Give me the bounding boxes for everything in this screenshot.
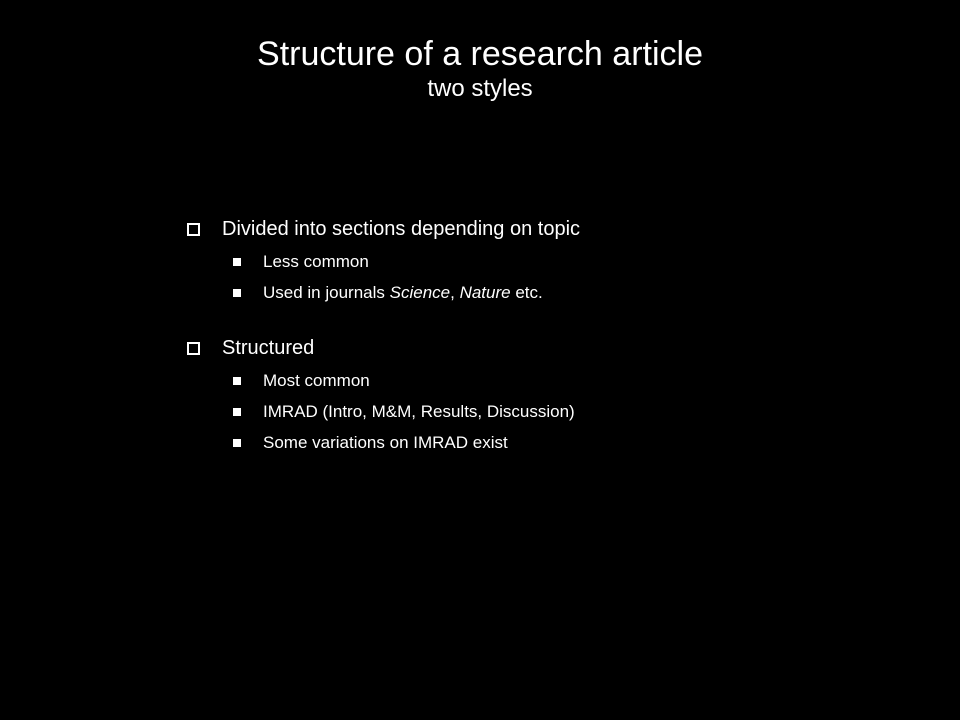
- sub-bullet-text: Some variations on IMRAD exist: [263, 432, 508, 452]
- bullet-item: [187, 331, 887, 365]
- journal-text-suffix: etc.: [510, 282, 543, 302]
- sub-bullet-item: [233, 365, 887, 396]
- title-block: [0, 34, 960, 104]
- journal-text-prefix: Used in journals: [263, 282, 390, 302]
- sub-bullet-text: [263, 283, 543, 303]
- sub-bullet-item: [233, 396, 887, 427]
- sub-bullet-text: Less common: [263, 251, 369, 271]
- filled-square-bullet-icon: [233, 377, 241, 385]
- filled-square-bullet-icon: [233, 408, 241, 416]
- filled-square-bullet-icon: [233, 289, 241, 297]
- bullet-heading: Structured: [222, 336, 315, 359]
- bullet-heading: Divided into sections depending on topic: [222, 217, 581, 240]
- journal-name-science: Science: [389, 282, 451, 302]
- sub-bullet-item: [233, 277, 887, 308]
- slide-title: Structure of a research article: [257, 35, 703, 73]
- sub-bullet-text: IMRAD (Intro, M&M, Results, Discussion): [263, 401, 575, 421]
- sub-bullet-item: [233, 246, 887, 277]
- hollow-square-bullet-icon: [187, 342, 200, 355]
- sub-bullet-text: Most common: [263, 370, 370, 390]
- bullet-item: [187, 212, 887, 246]
- filled-square-bullet-icon: [233, 439, 241, 447]
- journal-text-separator: ,: [450, 282, 460, 302]
- filled-square-bullet-icon: [233, 258, 241, 266]
- sub-bullet-item: [233, 427, 887, 458]
- bullet-content: [187, 212, 887, 481]
- section-structured: [187, 331, 887, 458]
- slide-subtitle: two styles: [427, 75, 533, 102]
- journal-name-nature: Nature: [459, 282, 511, 302]
- section-divided: [187, 212, 887, 308]
- hollow-square-bullet-icon: [187, 223, 200, 236]
